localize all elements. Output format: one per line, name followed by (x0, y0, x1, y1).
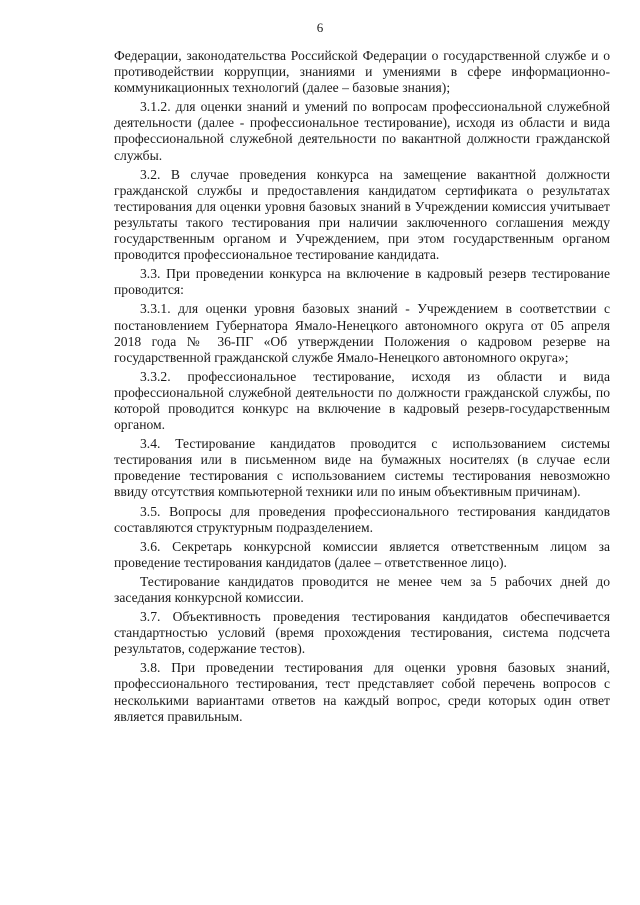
paragraph-3-3-1: 3.3.1. для оценки уровня базовых знаний - Учреждением в соответствии с постановлением Губернатора Ямало-Ненецкого автономного округа от 05 апреля 2018 года № 36-ПГ «Об утверждении Положения о кадровом резерве на государственной гражданской службе Ямало-Ненецкого автономного округа»; (114, 301, 610, 365)
paragraph-3-8: 3.8. При проведении тестирования для оценки уровня базовых знаний, профессионального тестирования, тест представляет собой перечень вопросов с несколькими вариантами ответов на каждый вопрос, среди которых один ответ является правильным. (114, 660, 610, 724)
paragraph-3-3-2: 3.3.2. профессиональное тестирование, исходя из области и вида профессиональной служебной деятельности по должности гражданской службы, по которой проводится конкурс на включение в кадровый резерв-государственным органом. (114, 368, 610, 433)
paragraph-3-6: 3.6. Секретарь конкурсной комиссии является ответственным лицом за проведение тестирования кандидатов (далее – ответственное лицо). (114, 538, 610, 570)
document-body (114, 48, 610, 728)
paragraph-testing-deadline: Тестирование кандидатов проводится не менее чем за 5 рабочих дней до заседания конкурсной комиссии. (114, 573, 610, 605)
paragraph-3-5: 3.5. Вопросы для проведения профессионального тестирования кандидатов составляются структурным подразделением. (114, 503, 610, 535)
paragraph-3-2: 3.2. В случае проведения конкурса на замещение вакантной должности гражданской службы и предоставления кандидатом сертификата о результатах тестирования для оценки уровня базовых знаний в Учреждении комиссия учитывает результаты такого тестирования при наличии заключенного соглашения между государственным органом и Учреждением, при этом государственным органом проводится профессиональное тестирование кандидата. (114, 166, 610, 263)
paragraph-3-1-2: 3.1.2. для оценки знаний и умений по вопросам профессиональной служебной деятельности (далее - профессиональное тестирование), исходя из области и вида профессиональной служебной деятельности по вакантной должности гражданской службы. (114, 99, 610, 163)
page-number: 6 (316, 20, 324, 35)
paragraph-3-7: 3.7. Объективность проведения тестирования кандидатов обеспечивается стандартностью условий (время прохождения тестирования, система подсчета результатов, содержание тестов). (114, 609, 610, 657)
paragraph-continuation: Федерации, законодательства Российской Федерации о государственной службе и о противодействии коррупции, знаниями и умениями в сфере информационно-коммуникационных технологий (далее – базовые знания); (114, 48, 610, 96)
paragraph-3-3: 3.3. При проведении конкурса на включение в кадровый резерв тестирование проводится: (114, 266, 610, 298)
paragraph-3-4: 3.4. Тестирование кандидатов проводится с использованием системы тестирования или в письменном виде на бумажных носителях (в случае если проведение тестирования с использованием системы тестирования невозможно ввиду отсутствия компьютерной техники или по иным объективным причинам). (114, 436, 610, 500)
